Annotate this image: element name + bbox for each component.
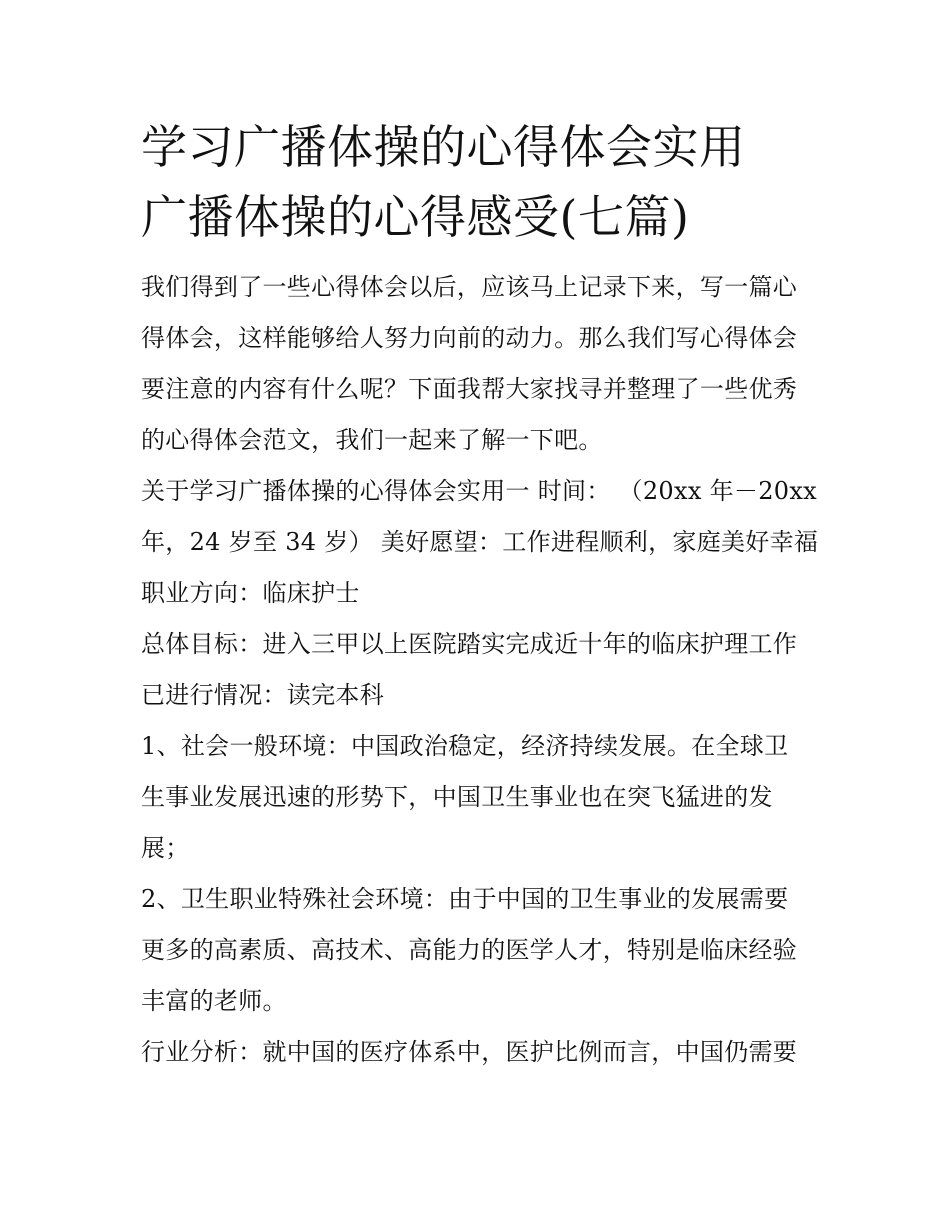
paragraph-line: 已进行情况：读完本科 — [141, 681, 384, 709]
paragraph-line: 2、卫生职业特殊社会环境：由于中国的卫生事业的发展需要 — [141, 885, 789, 913]
paragraph-line: 展； — [141, 834, 190, 862]
progress-paragraph — [141, 670, 813, 721]
paragraph-line: 丰富的老师。 — [141, 987, 287, 1015]
overall-goal-paragraph — [141, 619, 813, 670]
health-profession-paragraph — [141, 874, 813, 1027]
paragraph-line: 关于学习广播体操的心得体会实用一 时间： （20xx 年－20xx — [141, 477, 818, 505]
paragraph-line: 职业方向：临床护士 — [141, 579, 360, 607]
paragraph-line: 年，24 岁至 34 岁） 美好愿望：工作进程顺利，家庭美好幸福 — [141, 528, 819, 556]
industry-analysis-paragraph — [141, 1027, 813, 1078]
paragraph-line: 要注意的内容有什么呢？下面我帮大家找寻并整理了一些优秀 — [141, 375, 798, 403]
paragraph-line: 总体目标：进入三甲以上医院踏实完成近十年的临床护理工作 — [141, 630, 798, 658]
paragraph-line: 行业分析：就中国的医疗体系中，医护比例而言，中国仍需要 — [141, 1038, 798, 1066]
document-content — [141, 112, 819, 1078]
intro-paragraph — [141, 262, 813, 466]
paragraph-line: 得体会，这样能够给人努力向前的动力。那么我们写心得体会 — [141, 324, 798, 352]
paragraph-line: 的心得体会范文，我们一起来了解一下吧。 — [141, 426, 603, 454]
title-line: 广播体操的心得感受(七篇) — [141, 190, 690, 244]
section-one-paragraph — [141, 466, 819, 619]
document-title — [141, 112, 813, 252]
paragraph-line: 我们得到了一些心得体会以后，应该马上记录下来，写一篇心 — [141, 273, 798, 301]
paragraph-line: 生事业发展迅速的形势下，中国卫生事业也在突飞猛进的发 — [141, 783, 773, 811]
title-line: 学习广播体操的心得体会实用 — [141, 120, 746, 174]
paragraph-line: 更多的高素质、高技术、高能力的医学人才，特别是临床经验 — [141, 936, 798, 964]
paragraph-line: 1、社会一般环境：中国政治稳定，经济持续发展。在全球卫 — [141, 732, 789, 760]
social-environment-paragraph — [141, 721, 813, 874]
